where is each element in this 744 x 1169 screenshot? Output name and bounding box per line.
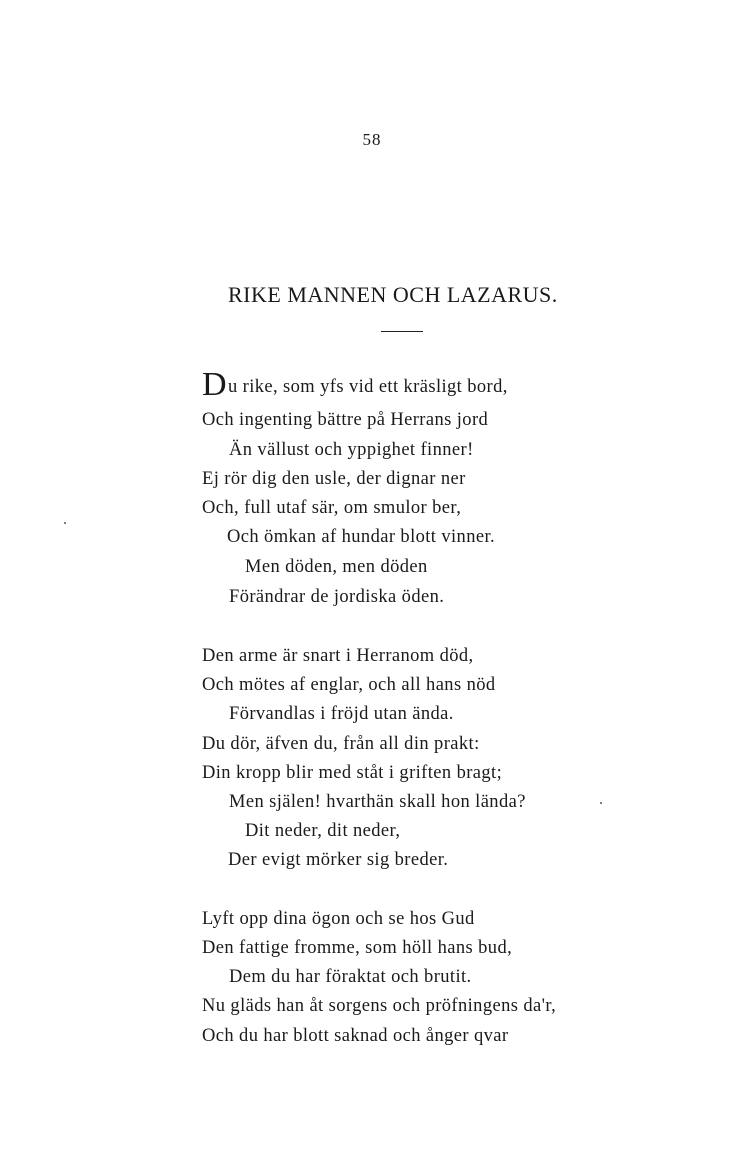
page-number: 58 bbox=[362, 130, 382, 149]
poem-line: Dit neder, dit neder, bbox=[245, 821, 401, 841]
poem-line: Din kropp blir med ståt i griften bragt; bbox=[202, 763, 503, 783]
poem-title: RIKE MANNEN OCH LAZARUS. bbox=[228, 282, 558, 307]
poem-line: Dem du har föraktat och brutit. bbox=[229, 967, 472, 987]
poem-line: Der evigt mörker sig breder. bbox=[228, 850, 449, 870]
poem-line: Ej rör dig den usle, der dignar ner bbox=[202, 469, 466, 489]
margin-speck bbox=[64, 522, 66, 524]
poem-line: Den arme är snart i Herranom död, bbox=[202, 646, 474, 666]
poem-line: Lyft opp dina ögon och se hos Gud bbox=[202, 909, 475, 929]
poem-line: Och du har blott saknad och ånger qvar bbox=[202, 1026, 509, 1046]
poem-line: Förvandlas i fröjd utan ända. bbox=[229, 704, 454, 724]
poem-line: Förändrar de jordiska öden. bbox=[229, 587, 445, 607]
margin-speck bbox=[600, 802, 602, 804]
poem-line: Den fattige fromme, som höll hans bud, bbox=[202, 938, 513, 958]
poem-line-text: u rike, som yfs vid ett kräsligt bord, bbox=[227, 377, 508, 397]
poem-line bbox=[202, 368, 508, 402]
poem-line: Och mötes af englar, och all hans nöd bbox=[202, 675, 496, 695]
poem-line: Nu gläds han åt sorgens och pröfningens da'r, bbox=[202, 996, 557, 1016]
poem-line: Och, full utaf sär, om smulor ber, bbox=[202, 498, 462, 518]
poem-line: Och ingenting bättre på Herrans jord bbox=[202, 410, 489, 430]
poem-line: Men själen! hvarthän skall hon lända? bbox=[229, 792, 526, 812]
poem-line: Men döden, men döden bbox=[245, 557, 428, 577]
poem-line: Och ömkan af hundar blott vinner. bbox=[227, 527, 496, 547]
poem-line: Än vällust och yppighet finner! bbox=[229, 440, 474, 460]
drop-cap: D bbox=[202, 366, 227, 403]
poem-line: Du dör, äfven du, från all din prakt: bbox=[202, 734, 480, 754]
title-rule bbox=[381, 331, 423, 332]
